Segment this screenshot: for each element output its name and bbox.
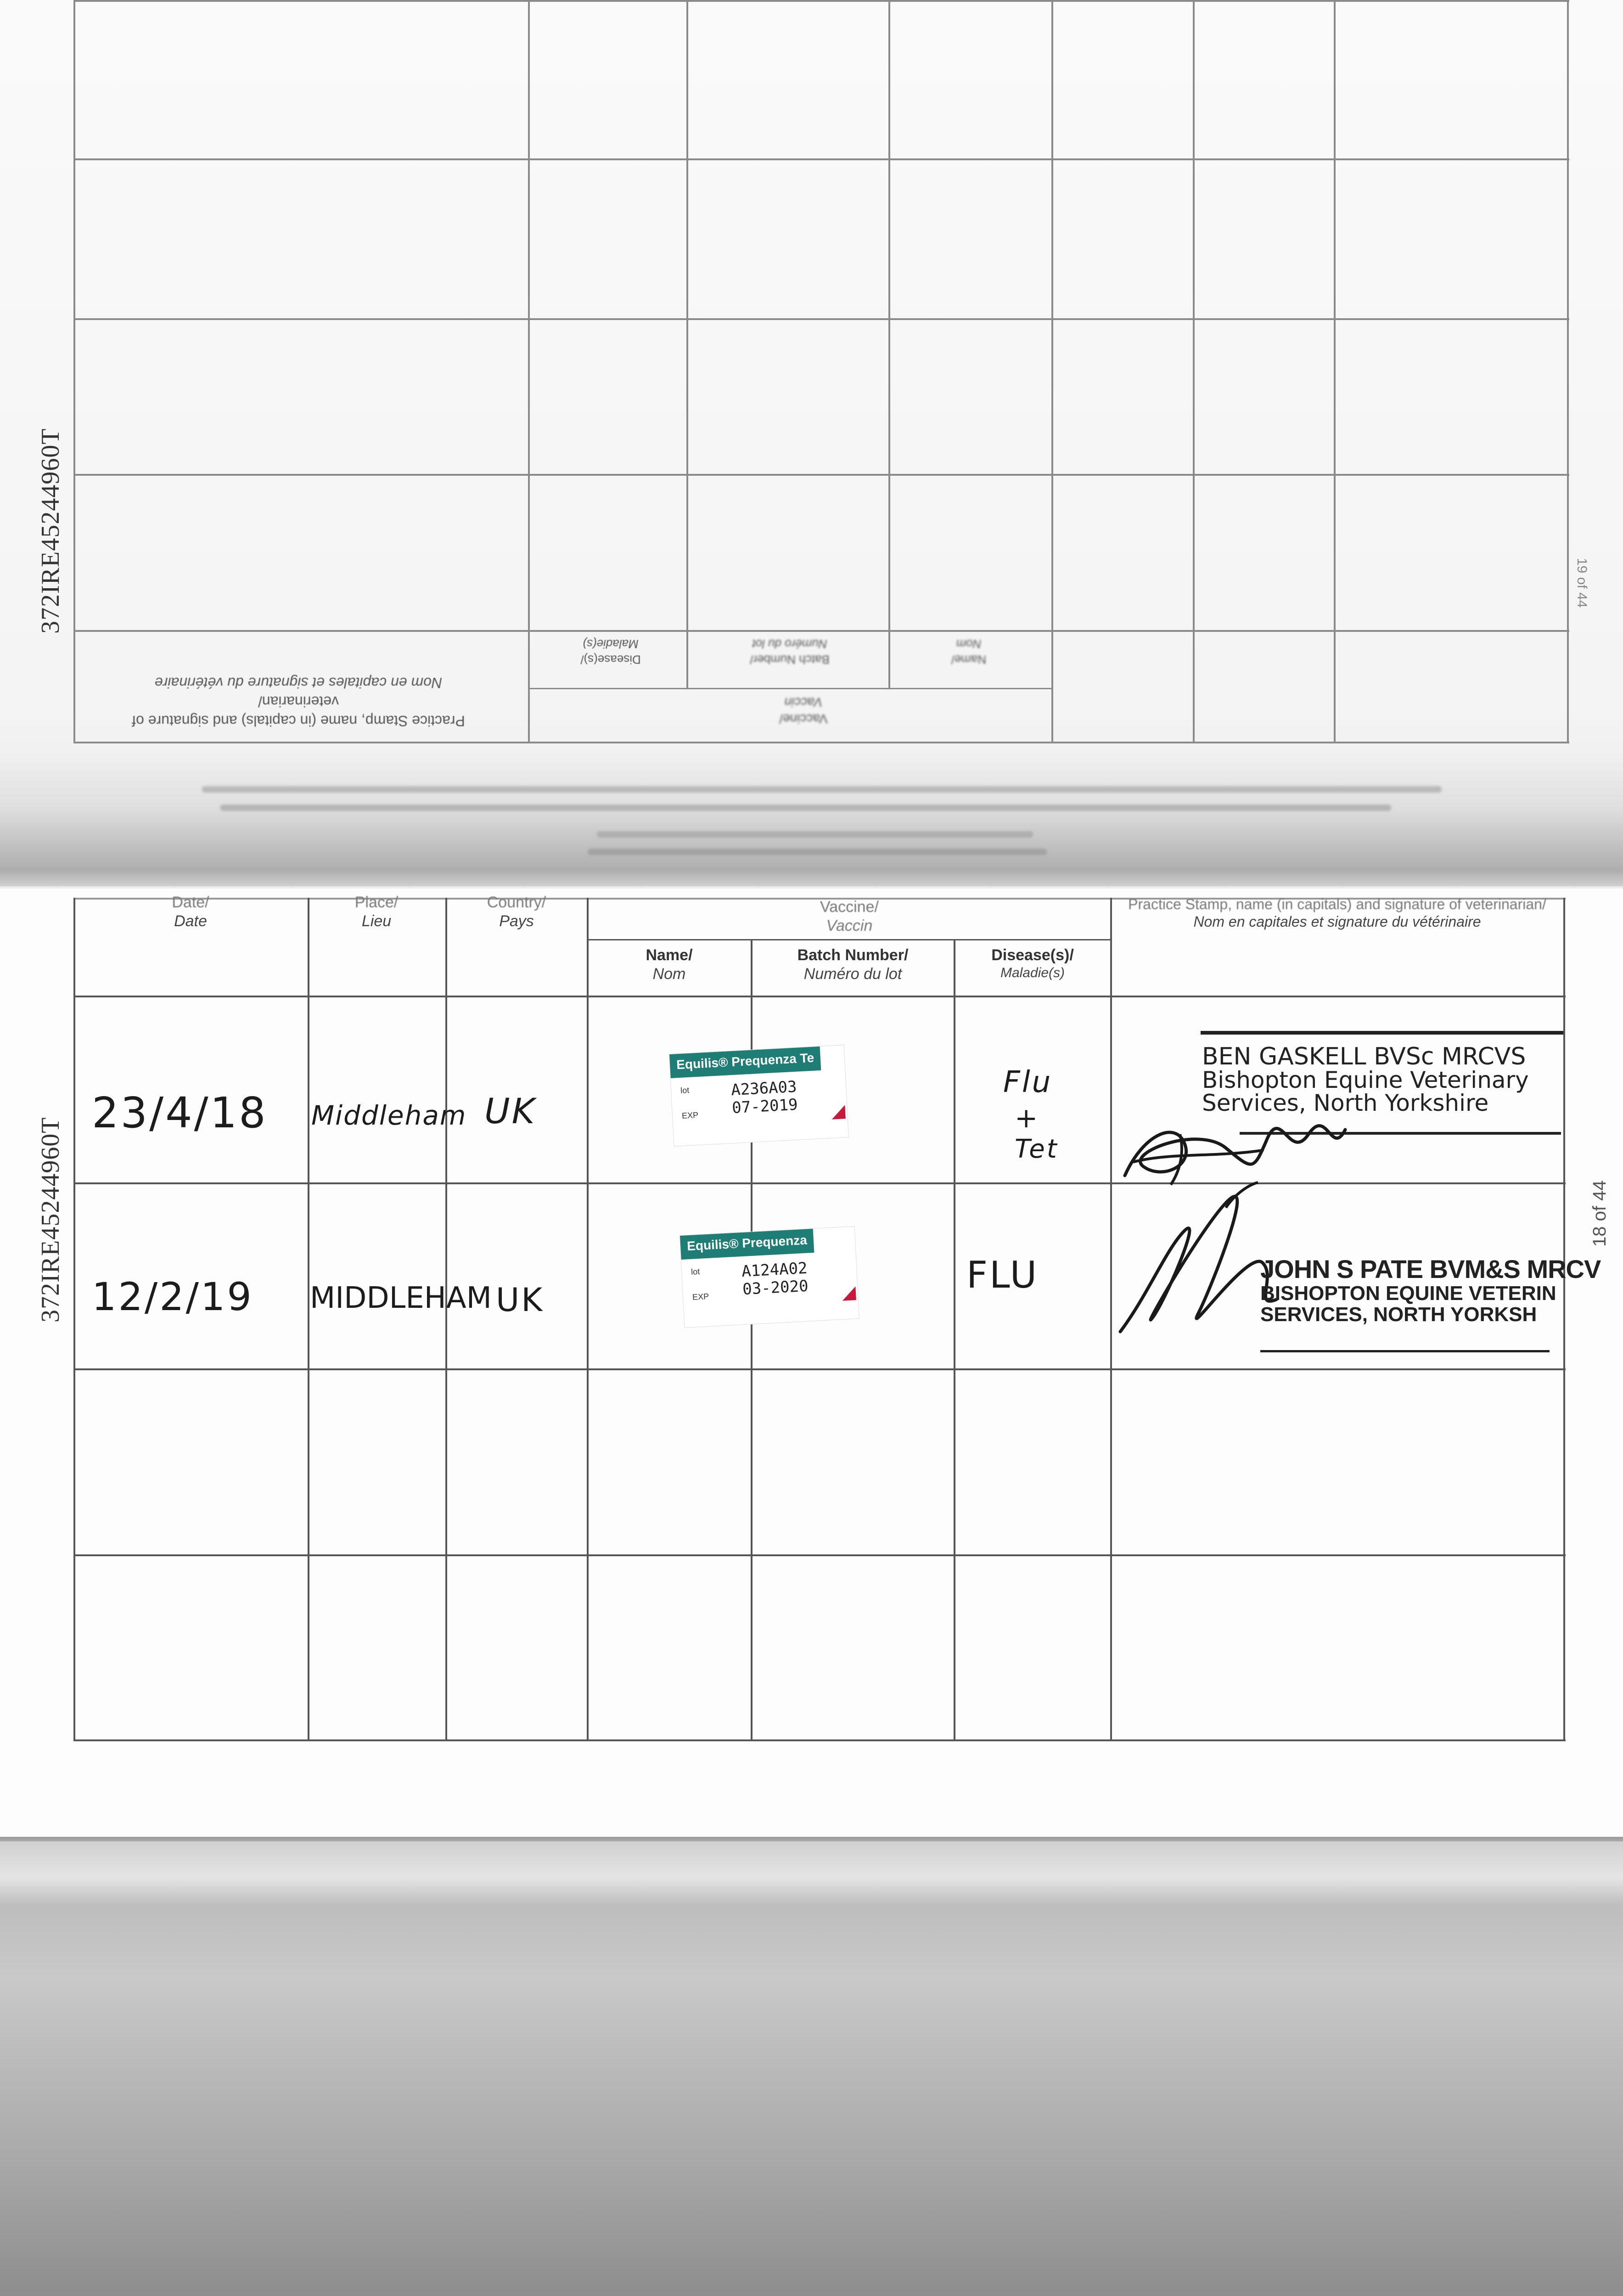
header-disease: Disease(s)/ Maladie(s) xyxy=(991,946,1074,980)
upper-vaccine-header: Vaccine/ Vaccin xyxy=(779,695,828,726)
sticker-brand: Equilis® Prequenza xyxy=(680,1229,814,1260)
sticker-batch: A124A02 03-2020 xyxy=(741,1259,809,1299)
upper-vet-header: Practice Stamp, name (in capitals) and signature of veterinarian/ Nom en capitales et signature du vétérinaire xyxy=(132,674,465,729)
row1-disease-1: Flu xyxy=(1003,1065,1053,1099)
row1-disease-3: Tet xyxy=(1015,1134,1059,1164)
lower-page-number: 18 of 44 xyxy=(1589,1180,1610,1247)
header-country: Country/ Pays xyxy=(487,894,546,930)
row1-stamp-top-rule xyxy=(1201,1031,1563,1035)
sticker-corner-mark xyxy=(831,1105,846,1120)
row2-vet-stamp: JOHN S PATE BVM&S MRCV BISHOPTON EQUINE VETERIN SERVICES, NORTH YORKSH xyxy=(1260,1255,1601,1326)
row1-signature xyxy=(1116,1107,1354,1189)
scanner-background xyxy=(0,1841,1623,2296)
lower-side-id: 372IRE45244960T xyxy=(36,1117,65,1322)
row1-date: 23/4/18 xyxy=(92,1088,268,1137)
header-date: Date/ Date xyxy=(172,894,209,930)
row1-vaccine-sticker: Equilis® Prequenza Te lot EXP A236A03 07-2019 xyxy=(669,1045,849,1147)
row2-vaccine-sticker: Equilis® Prequenza lot EXP A124A02 03-2020 xyxy=(680,1226,859,1328)
header-name: Name/ Nom xyxy=(646,946,693,983)
header-place: Place/ Lieu xyxy=(354,894,399,930)
sticker-brand: Equilis® Prequenza Te xyxy=(669,1047,821,1078)
row2-stamp-bottom-rule xyxy=(1260,1350,1550,1352)
row2-place: MIDDLEHAM xyxy=(310,1281,492,1315)
row1-vet-stamp: BEN GASKELL BVSc MRCVS Bishopton Equine Veterinary Services, North Yorkshire xyxy=(1202,1043,1529,1116)
sticker-corner-mark xyxy=(842,1286,856,1301)
upper-side-id: 372IRE45244960T xyxy=(36,428,65,634)
row2-date: 12/2/19 xyxy=(92,1274,253,1319)
upper-page-number: 19 of 44 xyxy=(1574,558,1589,608)
sticker-batch: A236A03 07-2019 xyxy=(730,1077,798,1118)
row1-place: Middleham xyxy=(311,1100,467,1131)
header-vet: Practice Stamp, name (in capitals) and signature of veterinarian/ Nom en capitales et signature du vétérinaire xyxy=(1128,896,1546,930)
upper-disease-header: Disease(s)/ Maladie(s) xyxy=(580,637,641,667)
book-fold-shadow xyxy=(0,753,1623,891)
upper-batch-header: Batch Number/ Numéro du lot xyxy=(750,637,830,667)
row2-country: UK xyxy=(496,1281,545,1319)
header-vaccine: Vaccine/ Vaccin xyxy=(820,898,879,934)
header-batch: Batch Number/ Numéro du lot xyxy=(797,946,909,983)
row1-disease-2: + xyxy=(1015,1102,1040,1134)
row1-country: UK xyxy=(484,1091,537,1131)
row2-disease: FLU xyxy=(966,1254,1039,1296)
upper-name-header: Name/ Nom xyxy=(951,637,987,667)
